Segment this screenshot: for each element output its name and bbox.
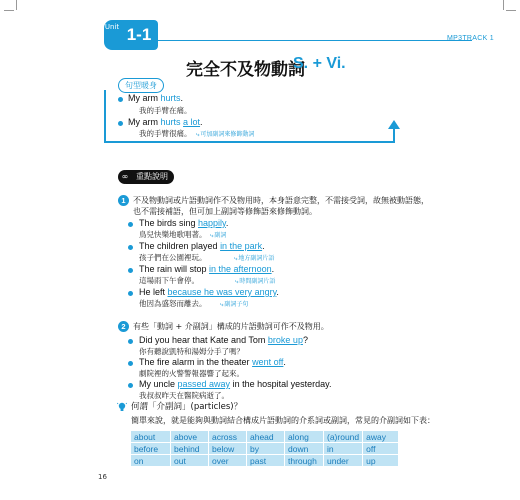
example-sentence: He left because he was very angry. <box>139 287 279 297</box>
example-translation: 這場雨下午會停。 <box>139 276 199 285</box>
grammar-note: ⤷ 地方副詞片語 <box>234 253 274 263</box>
example-sentence: The fire alarm in the theater went off. <box>139 357 286 367</box>
table-cell: down <box>285 443 324 455</box>
frame-border <box>104 90 106 143</box>
point-number: 2 <box>118 321 129 332</box>
mp3-track-label: MP3TRACK 1 <box>447 35 494 42</box>
unit-number: 1-1 <box>120 20 158 50</box>
example-translation: 我叔叔昨天在醫院病逝了。 <box>139 391 229 400</box>
example-translation: 我的手臂很痛。 <box>139 129 192 138</box>
example-translation: 劇院裡的火警警報器響了起來。 <box>139 369 244 378</box>
crop-mark <box>506 10 516 21</box>
example-translation: 你有聽說凱特和湯姆分手了嗎？ <box>139 347 244 356</box>
table-cell: behind <box>171 443 209 455</box>
crop-mark <box>4 10 14 21</box>
arrow-up-icon <box>388 120 400 129</box>
table-cell: ahead <box>247 431 285 443</box>
example-sentence: My uncle passed away in the hospital yesterday. <box>139 379 332 389</box>
bullet-icon <box>118 121 123 126</box>
bullet-icon <box>128 222 133 227</box>
grammar-note: ⤷ 可加副詞來修飾動詞 <box>196 129 254 139</box>
bullet-icon <box>128 361 133 366</box>
bullet-icon <box>128 291 133 296</box>
grammar-note: ⤷ 副詞 <box>210 230 226 240</box>
sentence-formula: S. + Vi. <box>293 55 346 72</box>
point-text: 不及物動詞或片語動詞作不及物用時，本身語意完整，不需接受詞，故無被動語態， <box>133 196 429 205</box>
bullet-icon <box>128 383 133 388</box>
grammar-note: ⤷ 時間副詞片語 <box>235 276 275 286</box>
particles-table <box>130 430 399 467</box>
table-row <box>131 431 399 443</box>
glasses-icon: ∞ <box>118 170 132 184</box>
section-heading <box>126 170 174 184</box>
bullet-icon <box>128 245 133 250</box>
bullet-icon <box>128 339 133 344</box>
grammar-note: ⤷ 副詞子句 <box>220 299 248 309</box>
example-translation: 孩子們在公園裡玩。 <box>139 253 207 262</box>
lightbulb-icon <box>117 402 127 412</box>
page-number: 16 <box>98 473 107 481</box>
table-cell: along <box>285 431 324 443</box>
table-cell: by <box>247 443 285 455</box>
table-row <box>131 443 399 455</box>
table-cell: off <box>363 443 399 455</box>
example-sentence: My arm hurts. <box>128 93 184 103</box>
bullet-icon <box>118 97 123 102</box>
example-translation: 鳥兒快樂地歌唱著。 <box>139 230 207 239</box>
frame-border <box>104 141 394 143</box>
point-number: 1 <box>118 195 129 206</box>
frame-border <box>393 128 395 143</box>
table-cell: past <box>247 455 285 467</box>
table-cell: up <box>363 455 399 467</box>
example-translation: 我的手臂在痛。 <box>139 106 192 115</box>
pattern-tag: 句型暖身 <box>118 78 164 93</box>
unit-tag: Unit <box>104 20 120 50</box>
table-cell: about <box>131 431 171 443</box>
table-cell: on <box>131 455 171 467</box>
table-cell: above <box>171 431 209 443</box>
table-cell: through <box>285 455 324 467</box>
header-rule <box>150 40 472 41</box>
table-cell: below <box>209 443 247 455</box>
example-sentence: The birds sing happily. <box>139 218 229 228</box>
tip-heading: 何謂「介副詞」(particles)？ <box>131 402 243 412</box>
page-title: 完全不及物動詞 <box>186 60 305 80</box>
example-sentence: Did you hear that Kate and Tom broke up? <box>139 335 308 345</box>
table-cell: across <box>209 431 247 443</box>
example-translation: 他因為盛怒而離去。 <box>139 299 207 308</box>
example-sentence: My arm hurts a lot. <box>128 117 203 127</box>
point-text: 也不需接補語，但可加上副詞等修飾語來修飾動詞。 <box>133 207 317 216</box>
table-cell: out <box>171 455 209 467</box>
example-sentence: The rain will stop in the afternoon. <box>139 264 275 274</box>
point-text: 有些「動詞 + 介副詞」構成的片語動詞可作不及物用。 <box>133 322 329 331</box>
table-cell: under <box>324 455 363 467</box>
tip-text: 簡單來說，就是能夠與動詞結合構成片語動詞的介系詞或副詞，常見的介副詞如下表： <box>131 416 435 425</box>
bullet-icon <box>128 268 133 273</box>
table-row <box>131 455 399 467</box>
table-cell: in <box>324 443 363 455</box>
crop-mark <box>493 0 504 10</box>
table-cell: before <box>131 443 171 455</box>
crop-mark <box>16 0 27 10</box>
table-cell: (a)round <box>324 431 363 443</box>
table-cell: over <box>209 455 247 467</box>
example-sentence: The children played in the park. <box>139 241 265 251</box>
table-cell: away <box>363 431 399 443</box>
section-label: 重點說明 <box>136 172 168 181</box>
